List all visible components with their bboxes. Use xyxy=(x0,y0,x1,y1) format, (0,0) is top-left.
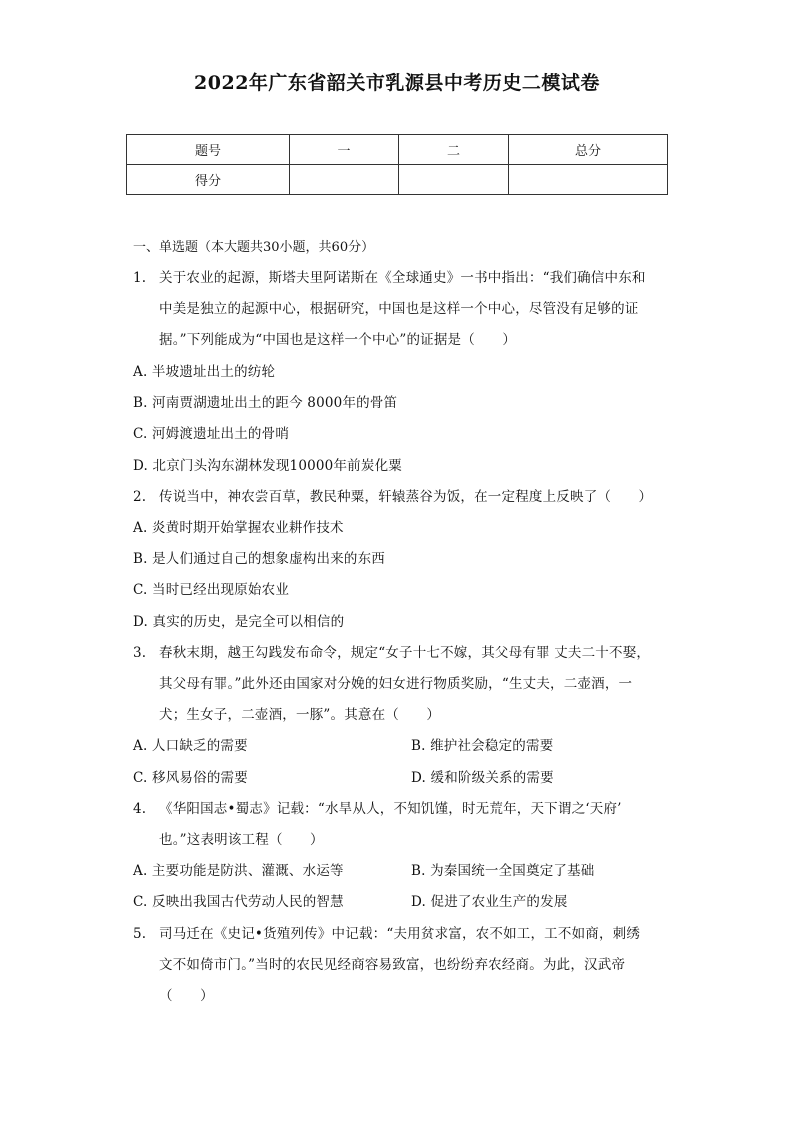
score-header-cell: 二 xyxy=(399,135,509,165)
score-cell[interactable] xyxy=(399,165,509,195)
question-text: 其父母有罪。”此外还由国家对分娩的妇女进行物质奖励，“生丈夫，二壶酒，一 xyxy=(159,676,633,692)
option-a[interactable]: A. 人口缺乏的需要 xyxy=(133,738,248,754)
question-text: 犬；生女子，二壶酒，一豚”。其意在（ ） xyxy=(159,707,441,723)
option-d[interactable]: D. 真实的历史，是完全可以相信的 xyxy=(133,614,345,630)
score-header-cell: 题号 xyxy=(127,135,290,165)
option-d[interactable]: D. 北京门头沟东湖林发现10000年前炭化粟 xyxy=(133,458,402,474)
question-3-line xyxy=(133,641,650,661)
option-a[interactable]: A. 炎黄时期开始掌握农业耕作技术 xyxy=(133,520,344,536)
question-4-line xyxy=(133,797,622,817)
question-number: 1. xyxy=(133,270,147,286)
question-text: （ ） xyxy=(159,988,214,1004)
option-b[interactable]: B. 为秦国统一全国奠定了基础 xyxy=(411,863,595,879)
option-c[interactable]: C. 反映出我国古代劳动人民的智慧 xyxy=(133,894,344,910)
question-number: 2. xyxy=(133,489,147,505)
question-text: 关于农业的起源，斯塔夫里阿诺斯在《全球通史》一书中指出：“我们确信中东和 xyxy=(159,270,646,286)
option-d[interactable]: D. 缓和阶级关系的需要 xyxy=(411,770,554,786)
question-1-line xyxy=(133,266,646,286)
question-5-line xyxy=(133,922,640,942)
score-header-cell: 一 xyxy=(290,135,399,165)
question-text: 也。”这表明该工程（ ） xyxy=(159,832,324,848)
question-number: 5. xyxy=(133,926,147,942)
option-c[interactable]: C. 移风易俗的需要 xyxy=(133,770,248,786)
option-d[interactable]: D. 促进了农业生产的发展 xyxy=(411,894,568,910)
score-cell[interactable] xyxy=(509,165,668,195)
score-table xyxy=(126,134,668,195)
question-text: 春秋末期，越王勾践发布命令，规定“女子十七不嫁，其父母有罪 丈夫二十不娶， xyxy=(159,645,651,661)
score-table-score-row xyxy=(127,165,668,195)
option-c[interactable]: C. 当时已经出现原始农业 xyxy=(133,582,290,598)
question-text: 《华阳国志•蜀志》记载：“水旱从人，不知饥馑，时无荒年，天下谓之‘天府’ xyxy=(159,801,622,817)
question-text: 中美是独立的起源中心，根据研究，中国也是这样一个中心，尽管没有足够的证 xyxy=(159,301,639,317)
option-a[interactable]: A. 主要功能是防洪、灌溉、水运等 xyxy=(133,863,344,879)
question-number: 4. xyxy=(133,801,147,817)
option-a[interactable]: A. 半坡遗址出土的纺轮 xyxy=(133,364,276,380)
question-2-line xyxy=(133,485,652,505)
score-header-cell: 总分 xyxy=(509,135,668,165)
option-b[interactable]: B. 维护社会稳定的需要 xyxy=(411,738,554,754)
question-text: 文不如倚市门。”当时的农民见经商容易致富，也纷纷弃农经商。为此，汉武帝 xyxy=(159,957,626,973)
score-table-header-row xyxy=(127,135,668,165)
option-c[interactable]: C. 河姆渡遗址出土的骨哨 xyxy=(133,426,290,442)
option-b[interactable]: B. 是人们通过自己的想象虚构出来的东西 xyxy=(133,551,386,567)
score-row-label: 得分 xyxy=(127,165,290,195)
score-cell[interactable] xyxy=(290,165,399,195)
page-title: 2022年广东省韶关市乳源县中考历史二模试卷 xyxy=(194,72,600,94)
question-text: 司马迁在《史记•货殖列传》中记载：“夫用贫求富，农不如工，工不如商，刺绣 xyxy=(159,926,641,942)
question-number: 3. xyxy=(133,645,147,661)
option-b[interactable]: B. 河南贾湖遗址出土的距今 8000年的骨笛 xyxy=(133,395,398,411)
section-heading: 一、单选题（本大题共30小题，共60分） xyxy=(133,240,375,255)
question-text: 传说当中，神农尝百草，教民种粟，轩辕蒸谷为饭，在一定程度上反映了（ ） xyxy=(159,489,653,505)
question-text: 据。”下列能成为“中国也是这样一个中心”的证据是（ ） xyxy=(159,332,517,348)
